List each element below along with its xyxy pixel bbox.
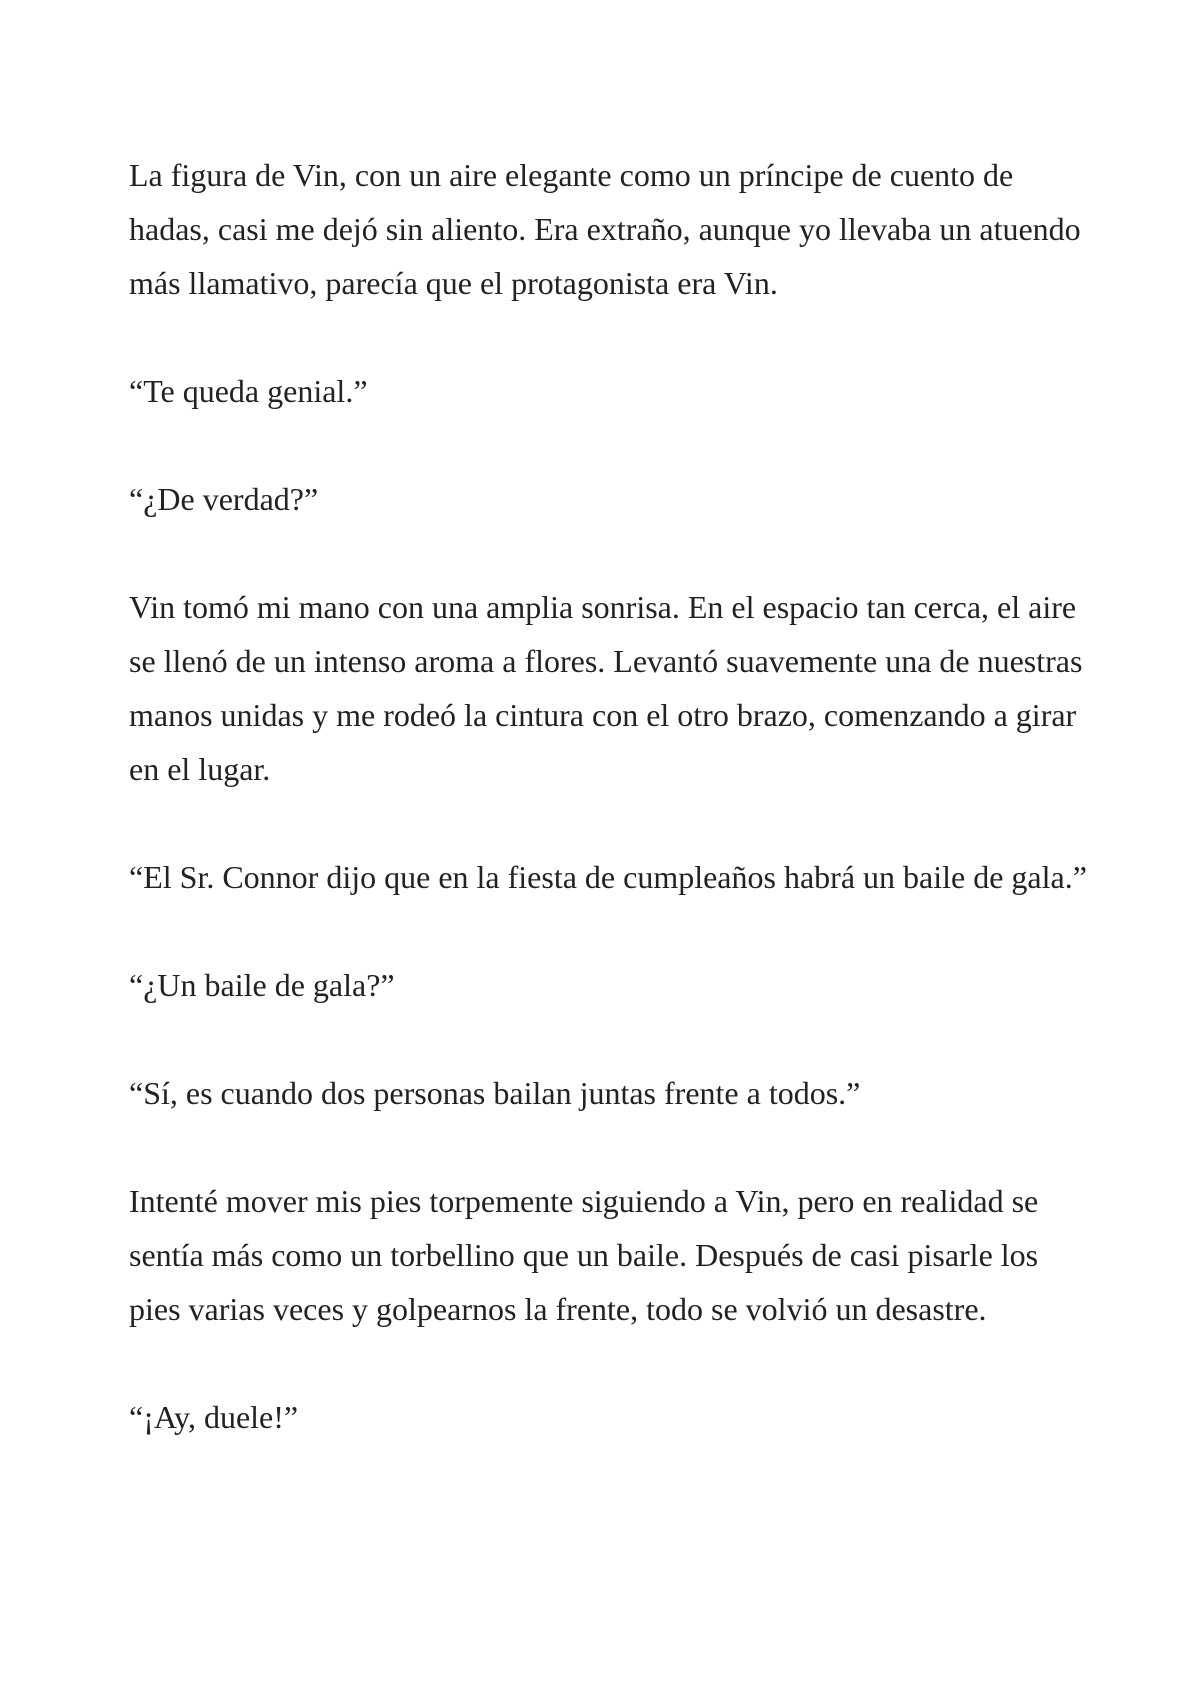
dialogue-line: “Te queda genial.”: [129, 373, 368, 409]
paragraph: La figura de Vin, con un aire elegante como un príncipe de cuento de hadas, casi me dejó sin aliento. Era extraño, aunque yo llevaba un atuendo más llamativo, parecía que el protagonista era Vin.: [129, 157, 1081, 301]
dialogue-line: “¿Un baile de gala?”: [129, 967, 395, 1003]
dialogue-line: “El Sr. Connor dijo que en la fiesta de cumpleaños habrá un baile de gala.”: [129, 859, 1087, 895]
dialogue-line: “Sí, es cuando dos personas bailan juntas frente a todos.”: [129, 1075, 861, 1111]
dialogue-line: “¡Ay, duele!”: [129, 1399, 299, 1435]
document-page: [129, 148, 1089, 1498]
paragraph: Vin tomó mi mano con una amplia sonrisa. En el espacio tan cerca, el aire se llenó de un intenso aroma a flores. Levantó suavemente una de nuestras manos unidas y me rodeó la cintura con el otro brazo, comenzando a girar en el lugar.: [129, 589, 1083, 787]
dialogue-line: “¿De verdad?”: [129, 481, 319, 517]
paragraph: Intenté mover mis pies torpemente siguiendo a Vin, pero en realidad se sentía más como un torbellino que un baile. Después de casi pisarle los pies varias veces y golpearnos la frente, todo se volvió un desastre.: [129, 1183, 1039, 1327]
